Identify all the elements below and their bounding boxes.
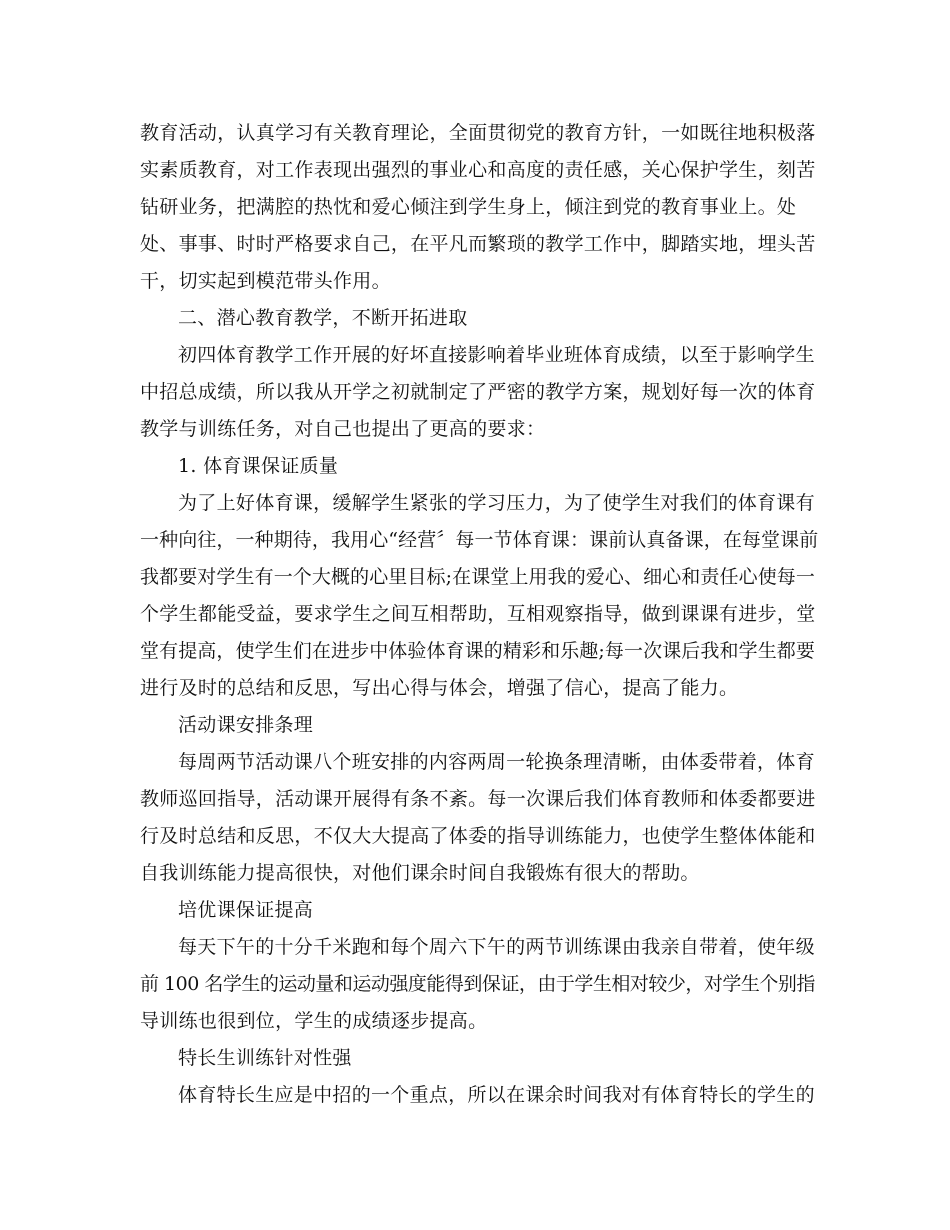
text-line: 干，切实起到模范带头作用。 <box>140 270 391 292</box>
text-line: 导训练也很到位，学生的成绩逐步提高。 <box>140 1010 488 1032</box>
text-line: 教学与训练任务，对自己也提出了更高的要求： <box>140 418 546 440</box>
text-line: 初四体育教学工作开展的好坏直接影响着毕业班体育成绩，以至于影响学生 <box>178 344 815 366</box>
text-line: 前 100 名学生的运动量和运动强度能得到保证，由于学生相对较少，对学生个别指 <box>140 973 815 995</box>
subsection-heading: 培优课保证提高 <box>178 899 314 921</box>
text-line: 堂有提高，使学生们在进步中体验体育课的精彩和乐趣;每一次课后我和学生都要 <box>140 640 816 662</box>
text-line: 自我训练能力提高很快，对他们课余时间自我锻炼有很大的帮助。 <box>140 862 700 884</box>
text-line: 教师巡回指导，活动课开展得有条不紊。每一次课后我们体育教师和体委都要进 <box>140 788 816 810</box>
text-line: 每天下午的十分千米跑和每个周六下午的两节训练课由我亲自带着，使年级 <box>178 936 815 958</box>
subsection-heading: 1. 体育课保证质量 <box>178 455 339 477</box>
text-line: 一种向往，一种期待，我用心“经营〞每一节体育课：课前认真备课，在每堂课前 <box>140 529 819 551</box>
text-line: 中招总成绩，所以我从开学之初就制定了严密的教学方案，规划好每一次的体育 <box>140 381 816 403</box>
text-line: 实素质教育，对工作表现出强烈的事业心和高度的责任感，关心保护学生，刻苦 <box>140 159 816 181</box>
text-line: 钻研业务，把满腔的热忱和爱心倾注到学生身上，倾注到党的教育事业上。处 <box>140 196 797 218</box>
text-line: 体育特长生应是中招的一个重点，所以在课余时间我对有体育特长的学生的 <box>178 1084 815 1106</box>
subsection-heading: 特长生训练针对性强 <box>178 1047 352 1069</box>
text-line: 行及时总结和反思，不仅大大提高了体委的指导训练能力，也使学生整体体能和 <box>140 825 816 847</box>
text-line: 为了上好体育课，缓解学生紧张的学习压力，为了使学生对我们的体育课有 <box>178 492 815 514</box>
text-line: 进行及时的总结和反思，写出心得与体会，增强了信心，提高了能力。 <box>140 677 739 699</box>
text-line: 个学生都能受益，要求学生之间互相帮助，互相观察指导，做到课课有进步，堂 <box>140 603 816 625</box>
text-line: 处、事事、时时严格要求自己，在平凡而繁琐的教学工作中，脚踏实地，埋头苦 <box>140 233 816 255</box>
text-line: 教育活动，认真学习有关教育理论，全面贯彻党的教育方针，一如既往地积极落 <box>140 122 816 144</box>
text-line: 我都要对学生有一个大概的心里目标;在课堂上用我的爱心、细心和责任心使每一 <box>140 566 816 588</box>
section-heading: 二、潜心教育教学，不断开拓进取 <box>178 307 468 329</box>
text-line: 每周两节活动课八个班安排的内容两周一轮换条理清晰，由体委带着，体育 <box>178 751 815 773</box>
subsection-heading: 活动课安排条理 <box>178 714 314 736</box>
